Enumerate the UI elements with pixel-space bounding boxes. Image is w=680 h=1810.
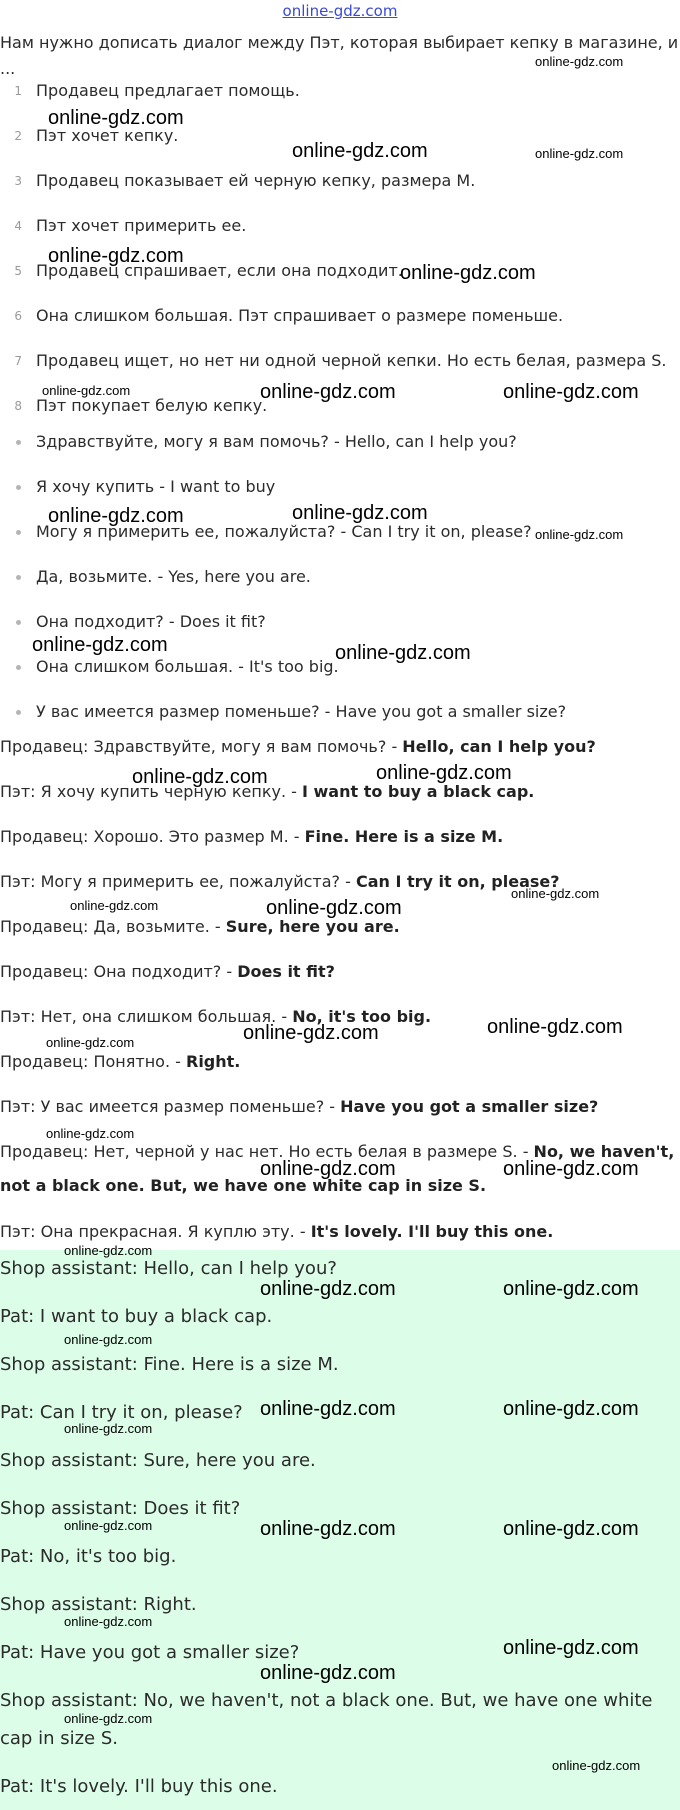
- bullet-icon: [16, 485, 21, 490]
- watermark: online-gdz.com: [266, 897, 402, 919]
- dialog-en: No, we haven't, not a black one. But, we have one white cap in size S.: [0, 1142, 675, 1195]
- step-text: Пэт хочет примерить ее.: [36, 216, 247, 235]
- watermark: online-gdz.com: [487, 1016, 623, 1038]
- dialog-en: Can I try it on, please?: [355, 872, 560, 891]
- dialog-ru: Пэт: Могу я примерить ее, пожалуйста? -: [0, 872, 356, 891]
- watermark: online-gdz.com: [64, 1421, 153, 1436]
- watermark: online-gdz.com: [511, 886, 600, 901]
- step-text: Продавец показывает ей черную кепку, размера M.: [36, 171, 476, 190]
- watermark: online-gdz.com: [46, 1126, 135, 1141]
- watermark: online-gdz.com: [503, 381, 639, 403]
- dialog-en: Sure, here you are.: [225, 917, 400, 936]
- dialog-line: [0, 775, 680, 809]
- watermark: online-gdz.com: [64, 1243, 153, 1258]
- watermark: online-gdz.com: [503, 1398, 639, 1420]
- dialog-en: Right.: [186, 1052, 241, 1071]
- watermark: online-gdz.com: [64, 1518, 153, 1533]
- dialog-ru: Продавец: Понятно. -: [0, 1052, 186, 1071]
- dialog-ru: Пэт: Она прекрасная. Я куплю эту. -: [0, 1222, 311, 1241]
- step-number: 3: [14, 174, 22, 188]
- phrase-text: Она подходит? - Does it fit?: [36, 612, 266, 631]
- phrase-text: Она слишком большая. - It's too big.: [36, 657, 339, 676]
- watermark: online-gdz.com: [64, 1332, 153, 1347]
- step-item: [0, 170, 680, 215]
- watermark: online-gdz.com: [46, 1035, 135, 1050]
- task-intro: Нам нужно дописать диалог между Пэт, которая выбирает кепку в магазине, и ...: [0, 33, 679, 78]
- phrase-text: Могу я примерить ее, пожалуйста? - Can I try it on, please?: [36, 522, 532, 541]
- watermark: online-gdz.com: [335, 642, 471, 664]
- dialog-en: Fine. Here is a size M.: [304, 827, 504, 846]
- english-line: Shop assistant: Does it fit?: [0, 1498, 241, 1519]
- watermark: online-gdz.com: [503, 1278, 639, 1300]
- english-line: Pat: No, it's too big.: [0, 1546, 177, 1567]
- watermark: online-gdz.com: [48, 245, 184, 267]
- phrase-text: Здравствуйте, могу я вам помочь? - Hello, can I help you?: [36, 432, 517, 451]
- step-number: 5: [14, 264, 22, 278]
- watermark: online-gdz.com: [260, 1518, 396, 1540]
- english-line: Pat: Have you got a smaller size?: [0, 1642, 300, 1663]
- dialog-en: Have you got a smaller size?: [340, 1097, 599, 1116]
- english-line: Pat: Can I try it on, please?: [0, 1402, 243, 1423]
- bullet-icon: [16, 620, 21, 625]
- step-text: Продавец предлагает помощь.: [36, 81, 300, 100]
- watermark: online-gdz.com: [503, 1637, 639, 1659]
- dialog-ru: Продавец: Нет, черной у нас нет. Но есть белая в размере S. -: [0, 1142, 534, 1161]
- watermark: online-gdz.com: [535, 146, 624, 161]
- step-number: 4: [14, 219, 22, 233]
- step-text: Пэт покупает белую кепку.: [36, 396, 268, 415]
- dialog-ru: Пэт: Я хочу купить черную кепку. -: [0, 782, 302, 801]
- watermark: online-gdz.com: [70, 898, 159, 913]
- watermark: online-gdz.com: [292, 502, 428, 524]
- watermark: online-gdz.com: [400, 262, 536, 284]
- watermark: online-gdz.com: [535, 54, 624, 69]
- step-number: 1: [14, 84, 22, 98]
- watermark: online-gdz.com: [552, 1758, 641, 1773]
- dialog-line: [0, 820, 680, 854]
- english-line: Shop assistant: Right.: [0, 1594, 197, 1615]
- watermark: online-gdz.com: [260, 1158, 396, 1180]
- english-line: Shop assistant: Fine. Here is a size M.: [0, 1354, 339, 1375]
- english-line: Pat: It's lovely. I'll buy this one.: [0, 1776, 278, 1797]
- site-header-link[interactable]: online-gdz.com: [282, 2, 398, 20]
- step-item: [0, 305, 680, 350]
- watermark: online-gdz.com: [48, 107, 184, 129]
- watermark: online-gdz.com: [260, 1278, 396, 1300]
- watermark: online-gdz.com: [42, 383, 131, 398]
- dialog-ru: Пэт: Нет, она слишком большая. -: [0, 1007, 293, 1026]
- phrase-text: Я хочу купить - I want to buy: [36, 477, 276, 496]
- dialog-line: [0, 1090, 680, 1124]
- step-text: Продавец ищет, но нет ни одной черной кепки. Но есть белая, размера S.: [36, 351, 667, 370]
- english-line: Shop assistant: Sure, here you are.: [0, 1450, 316, 1471]
- english-line: Pat: I want to buy a black cap.: [0, 1306, 273, 1327]
- watermark: online-gdz.com: [260, 1662, 396, 1684]
- step-text: Пэт хочет кепку.: [36, 126, 179, 145]
- dialog-ru: Продавец: Она подходит? -: [0, 962, 238, 981]
- bullet-icon: [16, 710, 21, 715]
- dialog-ru: Продавец: Здравствуйте, могу я вам помочь? -: [0, 737, 403, 756]
- watermark: online-gdz.com: [503, 1518, 639, 1540]
- dialog-ru: Продавец: Да, возьмите. -: [0, 917, 226, 936]
- step-number: 7: [14, 354, 22, 368]
- phrase-text: У вас имеется размер поменьше? - Have you got a smaller size?: [36, 702, 567, 721]
- dialog-en: Hello, can I help you?: [402, 737, 596, 756]
- bullet-icon: [16, 440, 21, 445]
- watermark: online-gdz.com: [32, 634, 168, 656]
- english-line: Shop assistant: Hello, can I help you?: [0, 1258, 337, 1279]
- watermark: online-gdz.com: [260, 381, 396, 403]
- watermark: online-gdz.com: [260, 1398, 396, 1420]
- dialog-en: Does it fit?: [237, 962, 335, 981]
- dialog-en: I want to buy a black cap.: [301, 782, 535, 801]
- bullet-icon: [16, 530, 21, 535]
- phrase-text: Да, возьмите. - Yes, here you are.: [36, 567, 311, 586]
- dialog-ru: Пэт: У вас имеется размер поменьше? -: [0, 1097, 341, 1116]
- bullet-icon: [16, 575, 21, 580]
- step-text: Она слишком большая. Пэт спрашивает о размере поменьше.: [36, 306, 564, 325]
- watermark: online-gdz.com: [64, 1614, 153, 1629]
- watermark: online-gdz.com: [64, 1711, 153, 1726]
- watermark: online-gdz.com: [48, 505, 184, 527]
- step-number: 6: [14, 309, 22, 323]
- dialog-line: [0, 955, 680, 989]
- step-number: 8: [14, 399, 22, 413]
- step-text: Продавец спрашивает, если она подходит.: [36, 261, 403, 280]
- dialog-en: It's lovely. I'll buy this one.: [310, 1222, 554, 1241]
- dialog-en: No, it's too big.: [292, 1007, 432, 1026]
- watermark: online-gdz.com: [535, 527, 624, 542]
- english-line: Shop assistant: No, we haven't, not a black one. But, we have one white cap in size S.: [0, 1690, 653, 1749]
- watermark: online-gdz.com: [132, 766, 268, 788]
- dialog-ru: Продавец: Хорошо. Это размер M. -: [0, 827, 305, 846]
- dialog-line: [0, 730, 680, 764]
- watermark: online-gdz.com: [376, 762, 512, 784]
- watermark: online-gdz.com: [292, 140, 428, 162]
- step-number: 2: [14, 129, 22, 143]
- dialog-line: [0, 1045, 680, 1079]
- watermark: online-gdz.com: [503, 1158, 639, 1180]
- bullet-icon: [16, 665, 21, 670]
- watermark: online-gdz.com: [243, 1022, 379, 1044]
